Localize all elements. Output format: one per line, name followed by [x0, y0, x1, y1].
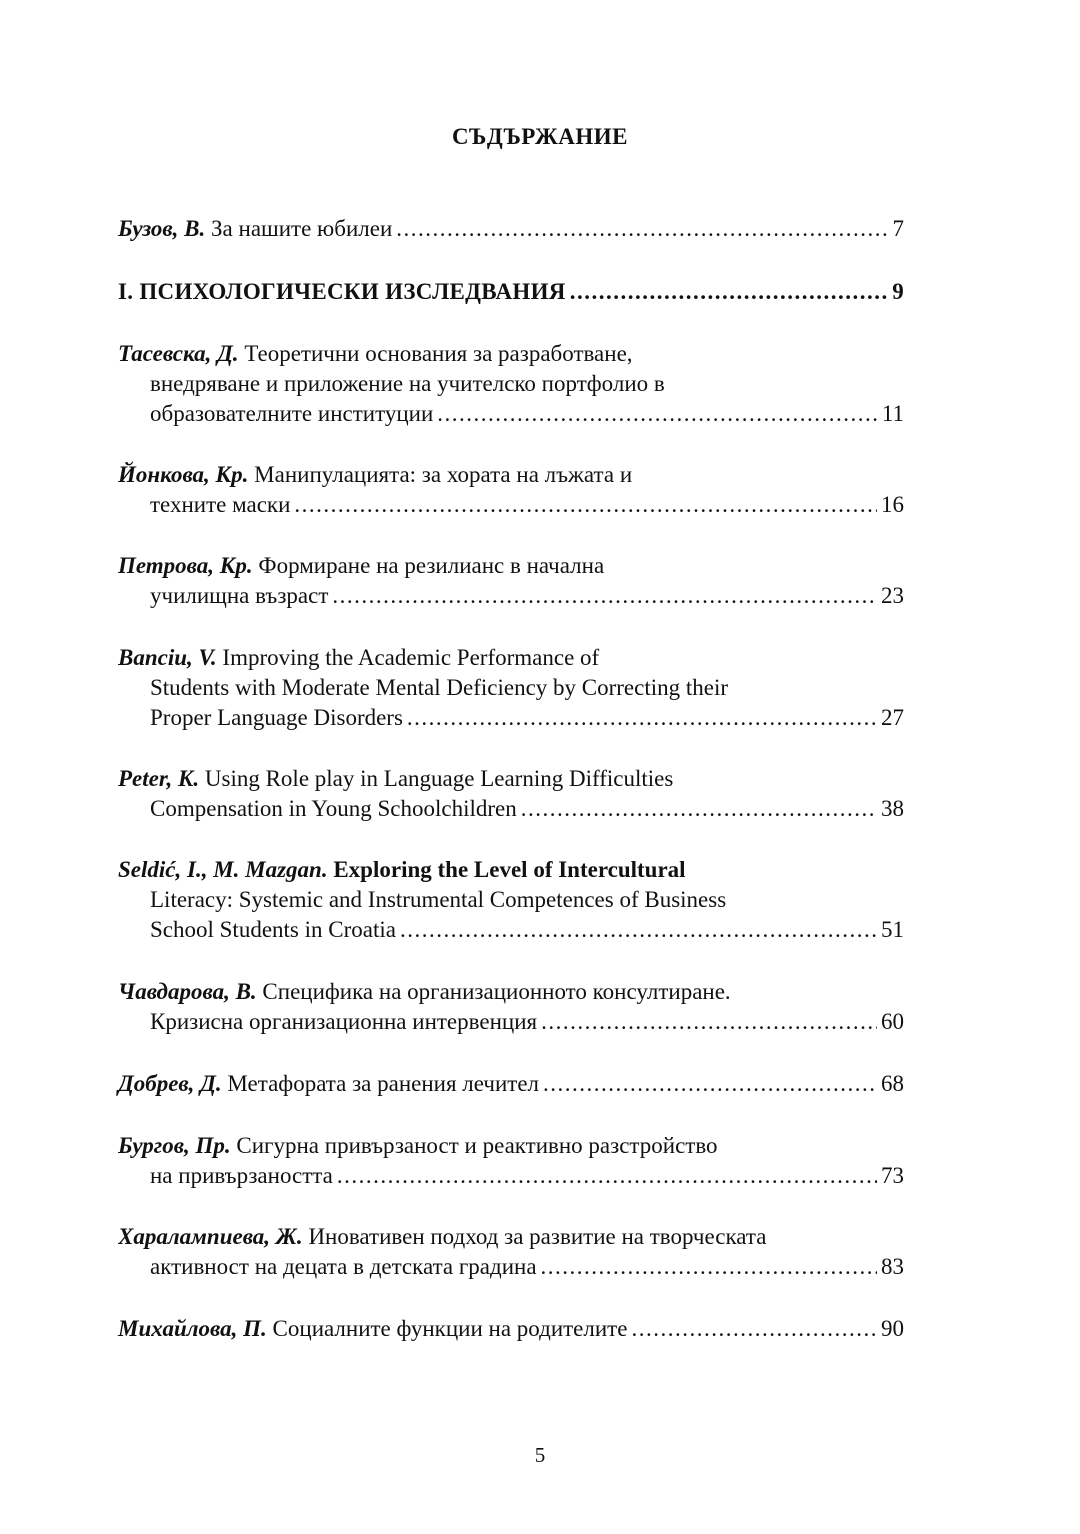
entry-author: Бузов, В. — [118, 216, 206, 241]
entry-title-line: внедряване и приложение на учителско портфолио в — [150, 371, 665, 396]
section-page: 9 — [892, 279, 904, 304]
entry-title-line: School Students in Croatia — [150, 917, 396, 942]
entry-page: 16 — [881, 492, 904, 517]
leader-dots — [437, 399, 878, 429]
leader-dots — [337, 1161, 877, 1191]
toc-section-heading — [118, 277, 904, 307]
toc-entry — [118, 1222, 904, 1282]
section-title: I. ПСИХОЛОГИЧЕСКИ ИЗСЛЕДВАНИЯ — [118, 279, 566, 304]
entry-author: Тасевска, Д. — [118, 341, 239, 366]
leader-dots — [396, 214, 888, 244]
entry-author: Peter, K. — [118, 766, 200, 791]
page-number: 5 — [534, 1443, 546, 1467]
page-title: СЪДЪРЖАНИЕ — [451, 124, 629, 149]
toc-entry — [118, 460, 904, 520]
entry-author: Чавдарова, В. — [118, 979, 257, 1004]
table-of-contents — [118, 214, 904, 1344]
entry-author: Добрев, Д. — [118, 1071, 222, 1096]
toc-entry — [118, 1131, 904, 1191]
entry-title-line: Специфика на организационното консултиране. — [262, 979, 731, 1004]
entry-title-line: училищна възраст — [150, 583, 329, 608]
entry-page: 23 — [881, 583, 904, 608]
leader-dots — [407, 703, 877, 733]
leader-dots — [541, 1007, 877, 1037]
entry-author: Banciu, V. — [118, 645, 217, 670]
entry-page: 11 — [881, 401, 904, 426]
toc-entry — [118, 977, 904, 1037]
toc-entry — [118, 1069, 904, 1099]
entry-page: 73 — [881, 1163, 904, 1188]
entry-page: 38 — [881, 796, 904, 821]
leader-dots — [332, 581, 877, 611]
entry-title-line: Students with Moderate Mental Deficiency by Correcting their — [150, 675, 729, 700]
entry-page: 90 — [881, 1316, 904, 1341]
entry-title-line: на привързаността — [150, 1163, 333, 1188]
entry-title-line: Иновативен подход за развитие на творческата — [308, 1224, 767, 1249]
entry-title: За нашите юбилеи — [211, 216, 393, 241]
leader-dots — [400, 915, 877, 945]
entry-author: Бургов, Пр. — [118, 1133, 231, 1158]
toc-entry — [118, 551, 904, 611]
entry-author: Seldić, I., M. Mazgan. — [118, 857, 328, 882]
entry-title: Метафората за ранения лечител — [227, 1071, 540, 1096]
leader-dots — [570, 277, 889, 307]
entry-title-line: Using Role play in Language Learning Difficulties — [204, 766, 674, 791]
entry-title-line: Теоретични основания за разработване, — [244, 341, 633, 366]
toc-entry — [118, 855, 904, 945]
entry-title-line: Proper Language Disorders — [150, 705, 403, 730]
entry-title-line: Кризисна организационна интервенция — [150, 1009, 538, 1034]
entry-page: 51 — [881, 917, 904, 942]
entry-page: 27 — [881, 705, 904, 730]
entry-title-line: Compensation in Young Schoolchildren — [150, 796, 517, 821]
entry-author: Йонкова, Кр. — [118, 462, 249, 487]
entry-title-line: Формиране на резилианс в начална — [258, 553, 605, 578]
entry-author: Петрова, Кр. — [118, 553, 253, 578]
entry-title-line: Literacy: Systemic and Instrumental Competences of Business — [150, 887, 727, 912]
toc-entry — [118, 214, 904, 244]
toc-entry — [118, 1314, 904, 1344]
entry-title-line: образователните институции — [150, 401, 434, 426]
entry-page: 60 — [881, 1009, 904, 1034]
entry-title-line: Improving the Academic Performance of — [222, 645, 600, 670]
entry-page: 83 — [881, 1254, 904, 1279]
entry-page: 7 — [892, 216, 904, 241]
entry-title-line: Манипулацията: за хората на лъжата и — [254, 462, 633, 487]
leader-dots — [541, 1252, 877, 1282]
entry-author: Михайлова, П. — [118, 1316, 267, 1341]
leader-dots — [631, 1314, 877, 1344]
toc-entry — [118, 339, 904, 429]
entry-title-line: активност на децата в детската градина — [150, 1254, 537, 1279]
entry-title: Социалните функции на родителите — [272, 1316, 628, 1341]
toc-entry — [118, 643, 904, 733]
toc-entry — [118, 764, 904, 824]
leader-dots — [294, 490, 877, 520]
entry-title-line: Сигурна привързаност и реактивно разстройство — [236, 1133, 718, 1158]
leader-dots — [521, 794, 877, 824]
entry-author: Харалампиева, Ж. — [118, 1224, 303, 1249]
leader-dots — [543, 1069, 877, 1099]
entry-page: 68 — [881, 1071, 904, 1096]
entry-title-line: Exploring the Level of Intercultural — [333, 857, 686, 882]
entry-title-line: техните маски — [150, 492, 291, 517]
